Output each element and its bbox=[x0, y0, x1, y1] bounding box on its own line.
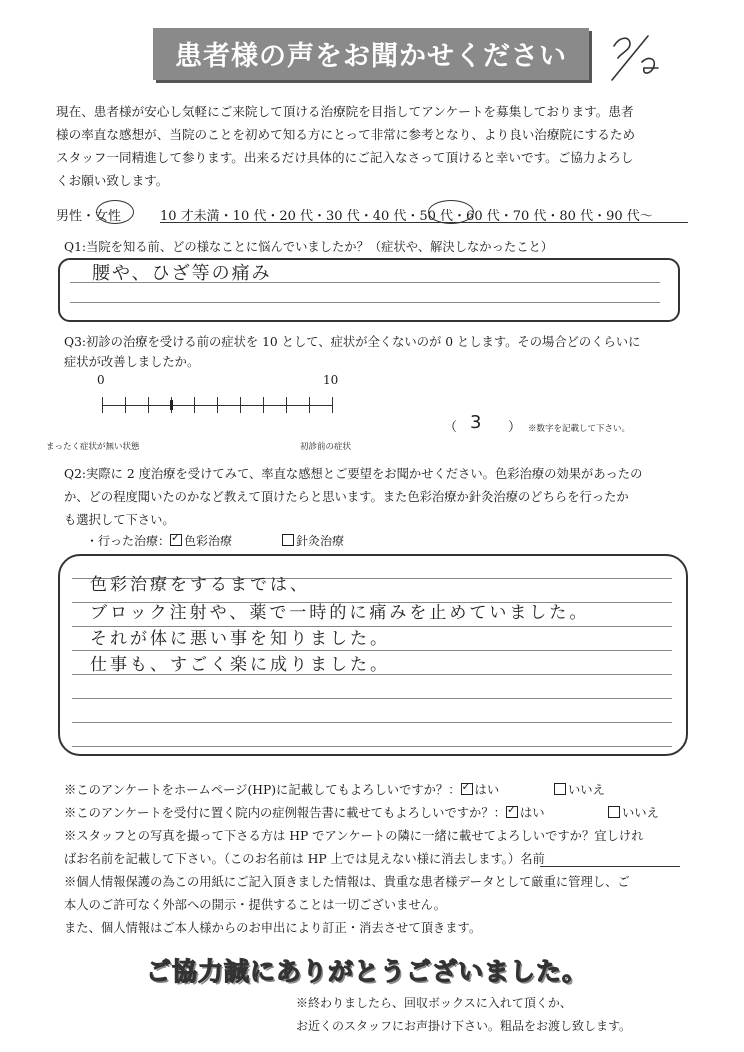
q2-answer-line: 色彩治療をするまでは、 bbox=[90, 575, 310, 595]
intro-text bbox=[56, 100, 688, 192]
closing-note-line1: ※終わりましたら、回収ボックスに入れて頂くか、 bbox=[296, 996, 572, 1010]
scale-max-label: 10 bbox=[323, 373, 339, 387]
scale-tick bbox=[102, 397, 103, 413]
acupuncture-selection bbox=[282, 532, 344, 549]
scale-marker bbox=[170, 400, 173, 410]
q2-rule bbox=[72, 746, 672, 747]
intro-line: 様の率直な感想が、当院のことを初めて知る方にとって非常に参考となり、より良い治療院にするため bbox=[56, 127, 636, 142]
handwritten-signature bbox=[608, 28, 668, 88]
color-therapy-checkbox[interactable] bbox=[170, 534, 182, 546]
page-title: 患者様の声をお聞かせください bbox=[175, 41, 567, 72]
scale-tick bbox=[125, 397, 126, 413]
age-options: 10 才未満・10 代・20 代・30 代・40 代・50 代・60 代・70 代・80 代・90 代～ bbox=[160, 209, 653, 224]
q1-question: Q1:当院を知る前、どの様なことに悩んでいましたか？（症状や、解決しなかったこと） bbox=[64, 240, 554, 254]
scale-tick bbox=[332, 397, 333, 413]
q1-answer-text: 腰や、ひざ等の痛み bbox=[92, 263, 272, 284]
scale-tick bbox=[194, 397, 195, 413]
q2-answer-line: それが体に悪い事を知りました。 bbox=[90, 629, 390, 649]
color-therapy-label: 色彩治療 bbox=[184, 534, 233, 548]
gender-selection: 男性・女性 bbox=[56, 209, 122, 224]
hp-consent: ※このアンケートをホームページ(HP)に記載してもよろしいですか？：✓ はい bbox=[64, 780, 499, 798]
scale-tick bbox=[263, 397, 264, 413]
q2-question-line2: か、どの程度聞いたのかなど教えて頂けたらと思います。また色彩治療か針灸治療のどちらを行ったか bbox=[64, 490, 629, 504]
age-underline bbox=[160, 222, 688, 223]
q2-question-line3: も選択して下さい。 bbox=[64, 513, 175, 527]
hp-no-checkbox[interactable] bbox=[554, 783, 566, 795]
hp-no-option: いいえ bbox=[554, 780, 605, 798]
closing-note-line2: お近くのスタッフにお声掛け下さい。粗品をお渡し致します。 bbox=[296, 1019, 632, 1033]
q2-answer-line: ブロック注射や、薬で一時的に痛みを止めていました。 bbox=[90, 603, 590, 623]
privacy-line1: ※個人情報保護の為この用紙にご記入頂きました情報は、貴重な患者様データとして厳重に管理し、ご bbox=[64, 875, 630, 889]
photo-line2: ばお名前を記載して下さい。（このお名前は HP 上では見えない様に消去します。）名前 bbox=[64, 852, 545, 866]
q1-rule bbox=[70, 302, 660, 303]
q2-question-line1: Q2:実際に 2 度治療を受けてみて、率直な感想とご要望をお聞かせください。色彩治療の効果があったの bbox=[64, 467, 643, 481]
scale-min-label: 0 bbox=[97, 373, 105, 387]
gender-male: 男性 bbox=[56, 209, 83, 224]
treatment-selection: ・行った治療：✓ 色彩治療 bbox=[86, 532, 232, 549]
title-banner bbox=[153, 28, 589, 80]
photo-line1: ※スタッフとの写真を撮って下さる方は HP でアンケートの隣に一緒に載せてよろしいですか？宜しけれ bbox=[64, 829, 644, 843]
report-consent: ※このアンケートを受付に置く院内の症例報告書に載せてもよろしいですか？：✓ はい bbox=[64, 803, 545, 821]
acupuncture-checkbox[interactable] bbox=[282, 534, 294, 546]
scale-left-caption: まったく症状が無い状態 bbox=[46, 442, 140, 452]
privacy-line2: 本人のご許可なく外部への開示・提供することは一切ございません。 bbox=[64, 898, 446, 912]
q3-answer-open: （ bbox=[444, 420, 458, 435]
report-yes-checkbox[interactable] bbox=[506, 806, 518, 818]
age-circle-mark bbox=[428, 200, 474, 224]
q2-answer-line: 仕事も、すごく楽に成りました。 bbox=[90, 655, 390, 675]
scale-tick bbox=[286, 397, 287, 413]
scale-tick bbox=[148, 397, 149, 413]
scale-tick bbox=[240, 397, 241, 413]
scale-right-caption: 初診前の症状 bbox=[300, 442, 352, 452]
intro-line: スタッフ一同精進して参ります。出来るだけ具体的にご記入なさって頂けると幸いです。ご協力よろし bbox=[56, 150, 634, 165]
intro-line: くお願い致します。 bbox=[56, 173, 169, 188]
q3-question-line1: Q3:初診の治療を受ける前の症状を 10 として、症状が全くないのが 0 とします。その場合どのくらいに bbox=[64, 335, 641, 349]
acupuncture-label: 針灸治療 bbox=[296, 534, 345, 548]
name-field[interactable] bbox=[540, 866, 680, 867]
scale-tick bbox=[217, 397, 218, 413]
q3-answer-value: 3 bbox=[470, 412, 482, 433]
hp-yes-checkbox[interactable] bbox=[461, 783, 473, 795]
female-circle-mark bbox=[96, 200, 134, 224]
report-no-option: いいえ bbox=[608, 803, 659, 821]
intro-line: 現在、患者様が安心し気軽にご来院して頂ける治療院を目指してアンケートを募集しております。患者 bbox=[56, 104, 634, 119]
q2-rule bbox=[72, 722, 672, 723]
closing-thanks: ご協力誠にありがとうございました。 bbox=[146, 957, 589, 986]
q3-question-line2: 症状が改善しましたか。 bbox=[64, 355, 200, 369]
report-no-checkbox[interactable] bbox=[608, 806, 620, 818]
q3-answer-close: ） bbox=[508, 420, 522, 435]
q3-answer-note: ※数字を記載して下さい。 bbox=[528, 424, 631, 434]
scale-tick bbox=[309, 397, 310, 413]
privacy-line3: また、個人情報はご本人様からのお申出により訂正・消去させて頂きます。 bbox=[64, 921, 482, 935]
gender-female: 女性 bbox=[95, 209, 122, 224]
q2-rule bbox=[72, 698, 672, 699]
